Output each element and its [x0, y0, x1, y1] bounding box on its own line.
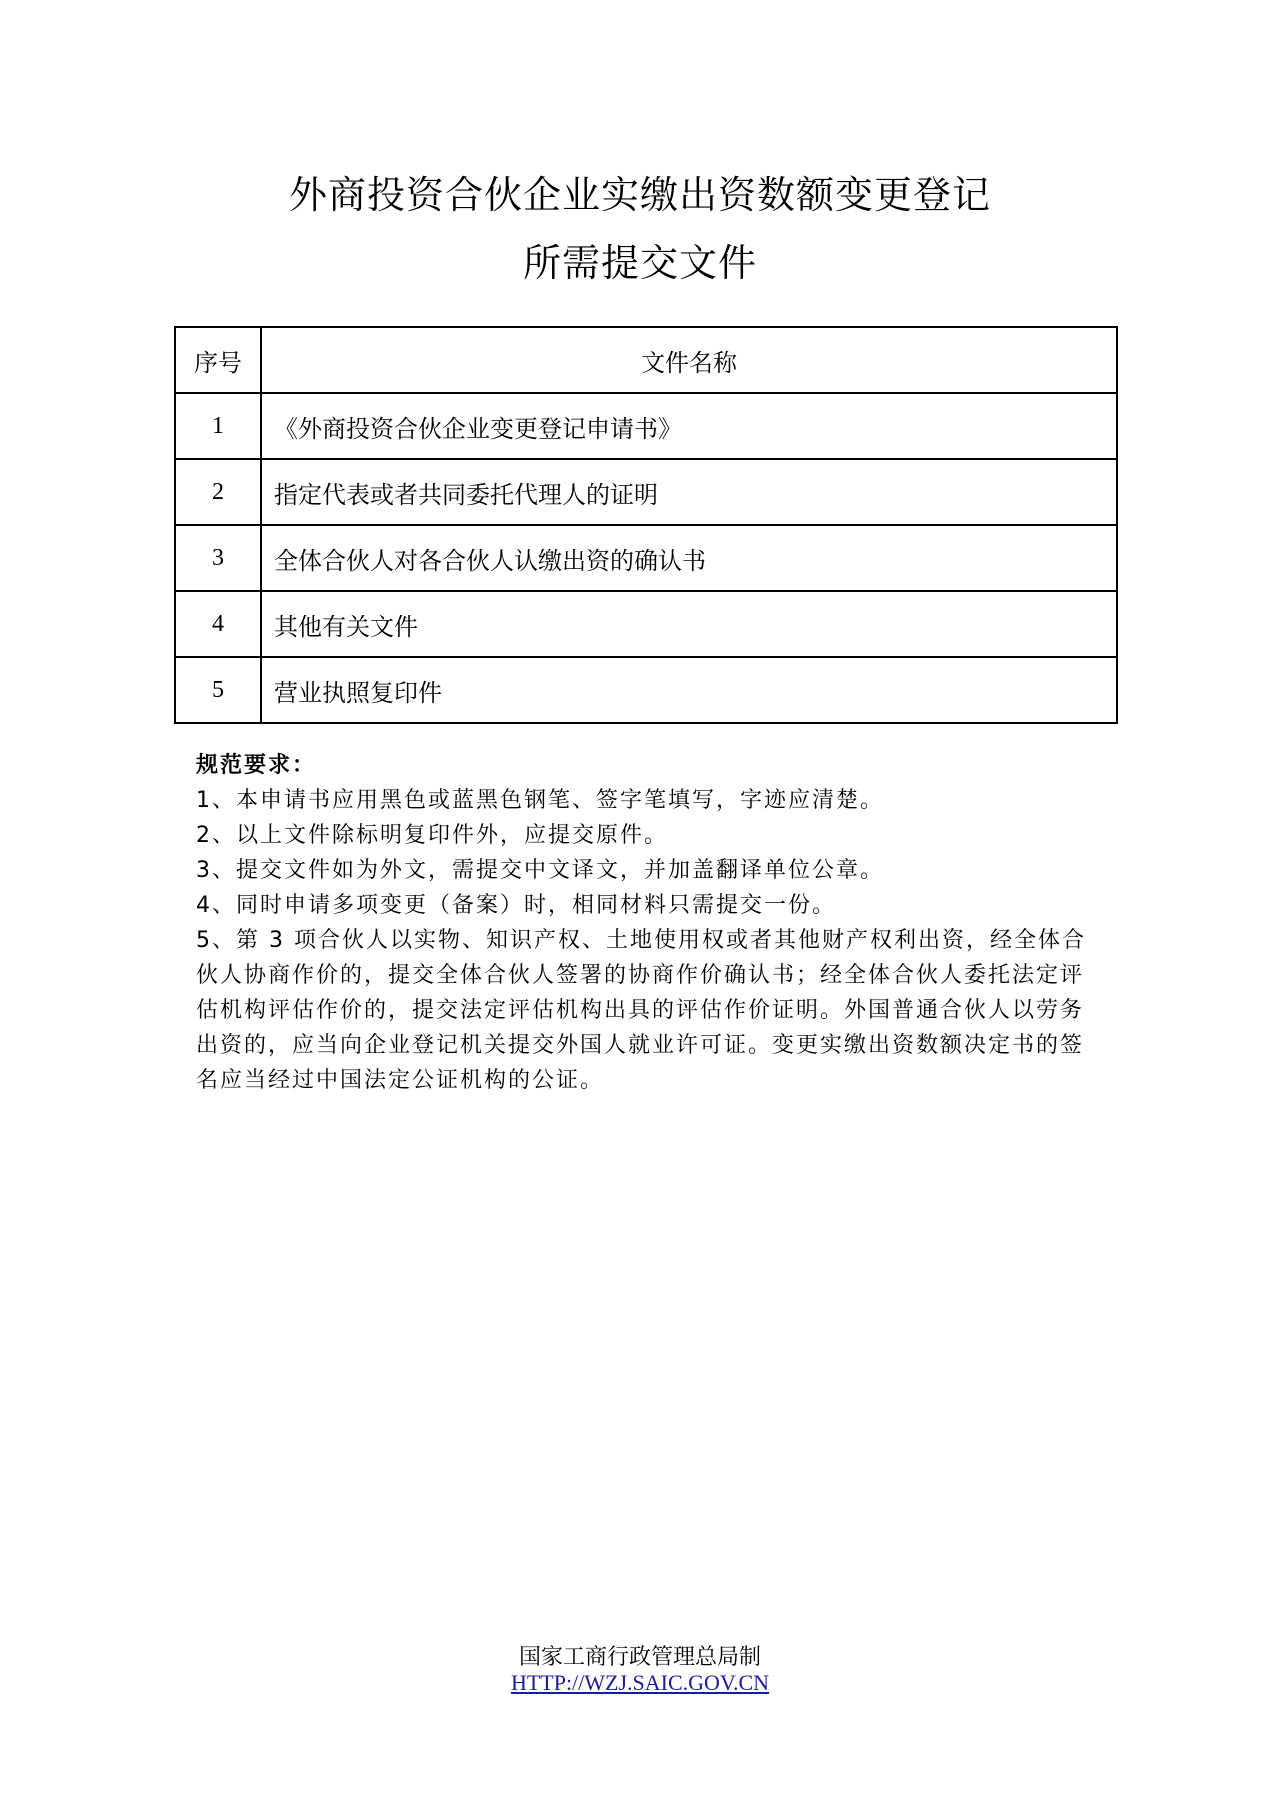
row-document-name: 《外商投资合伙企业变更登记申请书》: [261, 393, 1117, 459]
requirement-item: 2、以上文件除标明复印件外，应提交原件。: [196, 823, 668, 848]
table-row: [175, 657, 1117, 723]
row-document-name: 营业执照复印件: [261, 657, 1117, 723]
row-number: 2: [175, 459, 261, 525]
requirement-item: 3、提交文件如为外文，需提交中文译文，并加盖翻译单位公章。: [196, 858, 884, 883]
table-row: [175, 393, 1117, 459]
requirement-item: 4、同时申请多项变更（备案）时，相同材料只需提交一份。: [196, 893, 836, 918]
documents-table: [174, 326, 1118, 724]
row-number: 5: [175, 657, 261, 723]
table-header-row: [175, 327, 1117, 393]
header-number: 序号: [175, 327, 261, 393]
table-row: [175, 591, 1117, 657]
row-document-name: 指定代表或者共同委托代理人的证明: [261, 459, 1117, 525]
header-name: 文件名称: [261, 327, 1117, 393]
row-number: 3: [175, 525, 261, 591]
table-row: [175, 525, 1117, 591]
requirement-item: 1、本申请书应用黑色或蓝黑色钢笔、签字笔填写，字迹应清楚。: [196, 788, 884, 813]
website-link[interactable]: HTTP://WZJ.SAIC.GOV.CN: [510, 1670, 770, 1695]
row-number: 4: [175, 591, 261, 657]
row-document-name: 其他有关文件: [261, 591, 1117, 657]
requirements-section: [196, 748, 1106, 1098]
footer-link-wrapper: [0, 1670, 1280, 1696]
row-number: 1: [175, 393, 261, 459]
row-document-name: 全体合伙人对各合伙人认缴出资的确认书: [261, 525, 1117, 591]
issuer-text: 国家工商行政管理总局制: [518, 1645, 761, 1670]
page-title: 外商投资合伙企业实缴出资数额变更登记: [288, 173, 991, 217]
page-subtitle: 所需提交文件: [522, 241, 757, 285]
requirement-item: 5、第 3 项合伙人以实物、知识产权、土地使用权或者其他财产权利出资，经全体合伙人协商作价的，提交全体合伙人签署的协商作价确认书；经全体合伙人委托法定评估机构评估作价的，提交法定评估机构出具的评估作价证明。外国普通合伙人以劳务出资的，应当向企业登记机关提交外国人就业许可证。变更实缴出资数额决定书的签名应当经过中国法定公证机构的公证。: [196, 928, 1086, 1093]
table-row: [175, 459, 1117, 525]
requirements-heading: 规范要求：: [196, 753, 317, 778]
